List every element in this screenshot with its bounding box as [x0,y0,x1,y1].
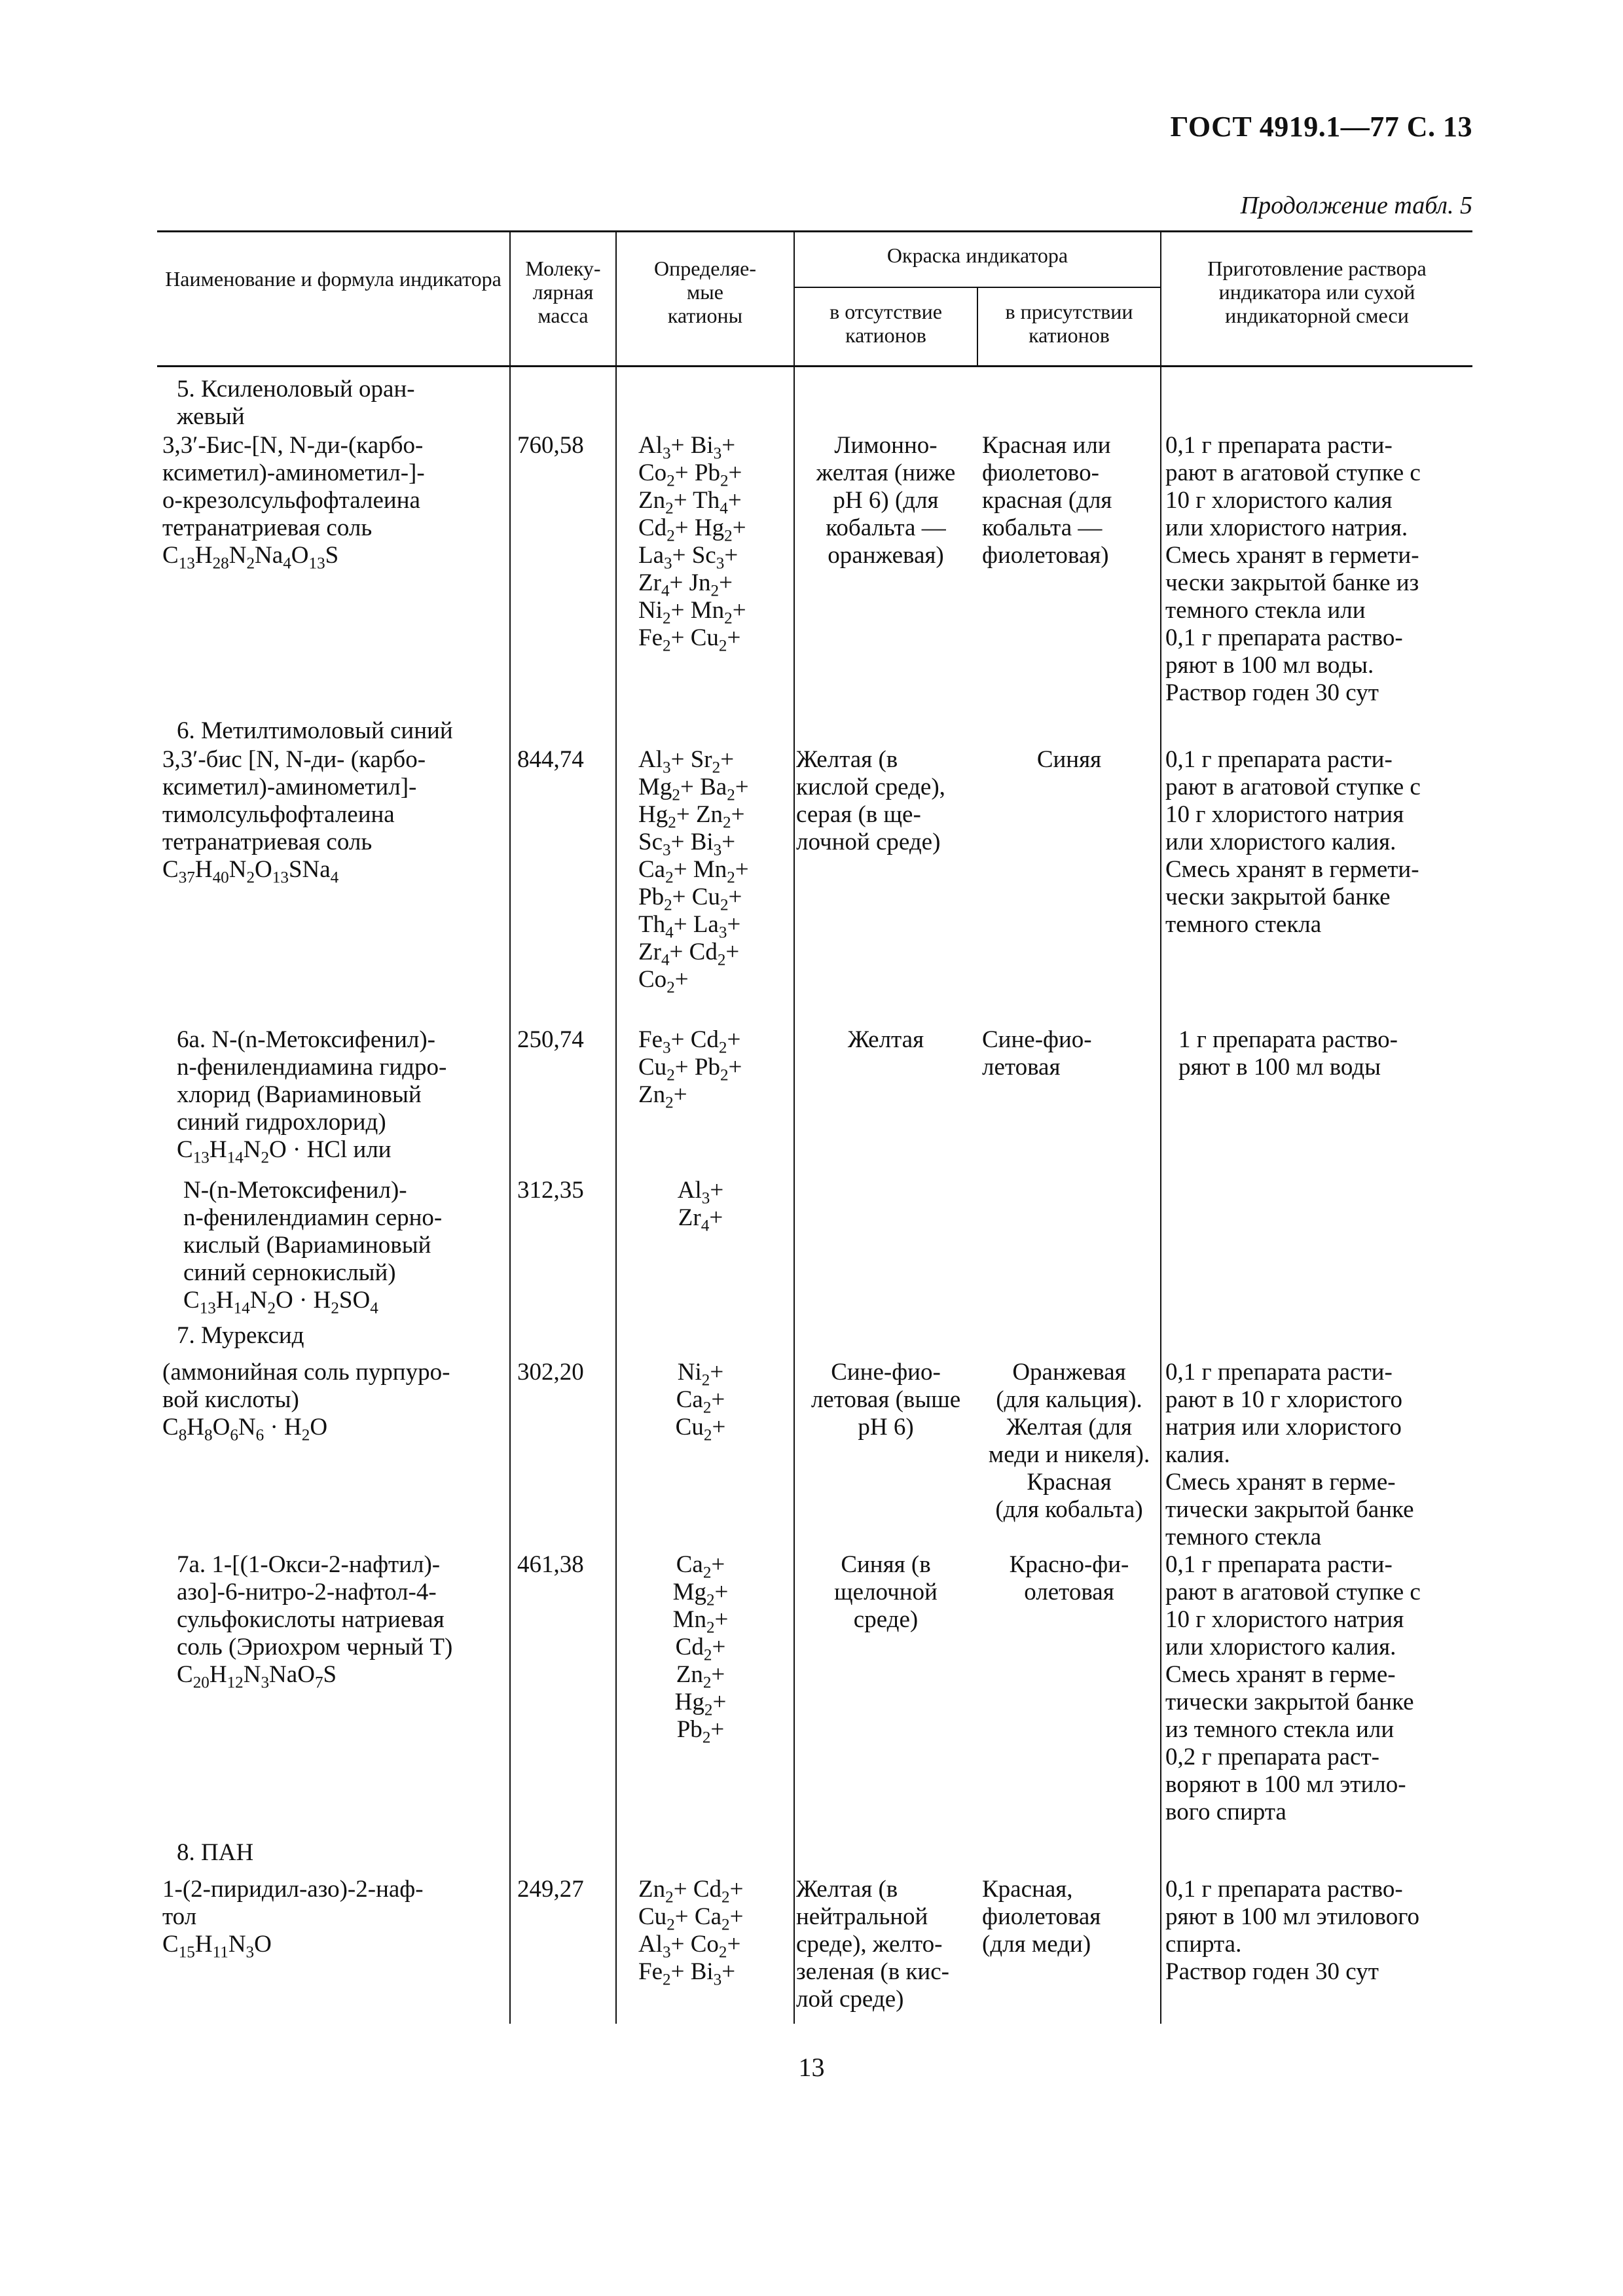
row7a-mass: 461,38 [517,1551,584,1578]
column-divider [509,230,511,2024]
row5-mass: 760,58 [517,432,584,459]
row6-preparation: 0,1 г препарата расти- рают в агатовой ступке с 10 г хлористого натрия или хлористого калия. Смесь хранят в гермети- чески закрытой банке темного стекла [1165,746,1421,938]
row6a-alt-mass: 312,35 [517,1177,584,1204]
row6a-cations: $Fe_3+ Cd_2+$ $Cu_2+ Pb_2+$ $Zn_2+$ [638,1026,742,1112]
row6-cations: $Al_3+ Sr_2+$ $Mg_2+ Ba_2+$ $Hg_2+ Zn_2+$ $Sc_3+ Bi_3+$ $Ca_2+ Mn_2+$ $Pb_2+ Cu_2+$ $Th_4+ La_3+$ $Zr_4+ Cd_2+$ $Co_2+$ [638,746,749,997]
column-divider [615,230,617,2024]
row7a-cations: $Ca_2+$ $Mg_2+$ $Mn_2+$ $Cd_2+$ $Zn_2+$ $Hg_2+$ $Pb_2+$ [672,1551,729,1747]
row7a-name: 7а. 1-[(1-Окси-2-нафтил)- азо]-6-нитро-2-нафтол-4- сульфокислоты натриевая соль (Эриохром черный Т) $C_{20}H_{12}N_3NaO_7S$ [177,1551,453,1692]
row8-title: 8. ПАН [177,1839,254,1866]
row5-preparation: 0,1 г препарата расти- рают в агатовой ступке с 10 г хлористого калия или хлористого натрия. Смесь хранят в гермети- чески закрытой банке из темного стекла или 0,1 г препарата раство- ряют в 100 мл воды. Раствор годен 30 сут [1165,432,1421,706]
row6a-alt-cations: $Al_3+$ $Zr_4+$ [677,1177,724,1235]
row7a-color-present: Красно-фи- олетовая [1009,1551,1129,1605]
row6-name: 3,3′-бис [N, N-ди- (карбо- ксиметил)-аминометил]- тимолсульфофталеина тетранатриевая соль $C_{37}H_{40}N_2O_{13}SNa_4$ [162,746,426,887]
row6-color-absent: Желтая (в кислой среде), серая (в ще- лочной среде) [796,746,945,855]
row8-cations: $Zn_2+ Cd_2+$ $Cu_2+ Ca_2+$ $Al_3+ Co_2+$ $Fe_2+ Bi_3+$ [638,1876,744,1989]
color-group-rule [793,287,1160,288]
row8-color-present: Красная, фиолетовая (для меди) [982,1876,1101,1958]
col-header-cations: Определяе- мые катионы [653,257,757,327]
table-top-rule [157,230,1472,232]
row7-color-absent: Сине-фио- летовая (выше pH 6) [811,1359,961,1441]
row8-color-absent: Желтая (в нейтральной среде), желто- зеленая (в кис- лой среде) [796,1876,949,2013]
row7-cations: $Ni_2+$ $Ca_2+$ $Cu_2+$ [675,1359,726,1444]
col-header-absent: в отсутствие катионов [830,300,942,347]
row8-mass: 249,27 [517,1876,584,1903]
row8-name: 1-(2-пиридил-азо)-2-наф- тол $C_{15}H_{11}N_3O$ [162,1876,424,1962]
row6a-preparation: 1 г препарата раство- ряют в 100 мл воды [1178,1026,1398,1081]
page-number: 13 [798,2053,825,2082]
column-divider [793,230,795,2024]
row7-title: 7. Мурексид [177,1322,304,1349]
row8-preparation: 0,1 г препарата раство- ряют в 100 мл этилового спирта. Раствор годен 30 сут [1165,1876,1419,1985]
row6-color-present: Синяя [1036,746,1102,773]
row6a-alt-name: N-(n-Метоксифенил)- n-фенилендиамин серно- кислый (Вариаминовый синий сернокислый) $C_{13}H_{14}N_2O \cdot H_2SO_4$ [183,1177,443,1318]
row7-name: (аммонийная соль пурпуро- вой кислоты) $C_8H_8O_6N_6 \cdot H_2O$ [162,1359,450,1444]
table-header-rule [157,365,1472,367]
row7a-color-absent: Синяя (в щелочной среде) [834,1551,938,1633]
row5-color-present: Красная или фиолетово- красная (для кобальта — фиолетовая) [982,432,1112,569]
row7-preparation: 0,1 г препарата расти- рают в 10 г хлористого натрия или хлористого калия. Смесь хранят в герме- тически закрытой банке темного стекла [1165,1359,1414,1551]
column-divider [1160,230,1161,2024]
table-continuation-caption: Продолжение табл. 5 [1240,192,1472,219]
col-header-mass: Молеку- лярная масса [525,257,601,327]
row7-color-present: Оранжевая (для кальция). Желтая (для меди и никеля). Красная (для кобальта) [988,1359,1150,1523]
col-header-present: в присутствии катионов [1005,300,1133,347]
col-header-color: Окраска индикатора [886,243,1068,267]
row6a-mass: 250,74 [517,1026,584,1053]
row6a-color-present: Сине-фио- летовая [982,1026,1092,1081]
row5-cations: $Al_3+ Bi_3+$ $Co_2+ Pb_2+$ $Zn_2+ Th_4+$ $Cd_2+ Hg_2+$ $La_3+ Sc_3+$ $Zr_4+ Jn_2+$ $Ni_2+ Mn_2+$ $Fe_2+ Cu_2+$ [638,432,746,655]
row6-mass: 844,74 [517,746,584,773]
row6-title: 6. Метилтимоловый синий [177,717,453,744]
row5-title: 5. Ксиленоловый оран- жевый [177,376,415,430]
page-header: ГОСТ 4919.1—77 С. 13 [1170,111,1472,143]
row6a-name: 6а. N-(n-Метоксифенил)- n-фенилендиамина гидро- хлорид (Вариаминовый синий гидрохлорид) $C_{13}H_{14}N_2O$ · HCl или [177,1026,447,1167]
row7-mass: 302,20 [517,1359,584,1386]
row5-name: 3,3′-Бис-[N, N-ди-(карбо- ксиметил)-аминометил-]- о-крезолсульфофталеина тетранатриевая соль $C_{13}H_{28}N_2Na_4O_{13}S$ [162,432,425,573]
row7a-preparation: 0,1 г препарата расти- рают в агатовой ступке с 10 г хлористого натрия или хлористого калия. Смесь хранят в герме- тически закрытой банке из темного стекла или 0,2 г препарата раст- воряют в 100 мл этило- вого спирта [1165,1551,1421,1825]
row5-color-absent: Лимонно- желтая (ниже pH 6) (для кобальта — оранжевая) [816,432,956,569]
col-header-name: Наименование и формула индикатора [165,267,501,291]
row6a-color-absent: Желтая [847,1026,924,1053]
col-header-prep: Приготовление раствора индикатора или сухой индикаторной смеси [1207,257,1427,327]
